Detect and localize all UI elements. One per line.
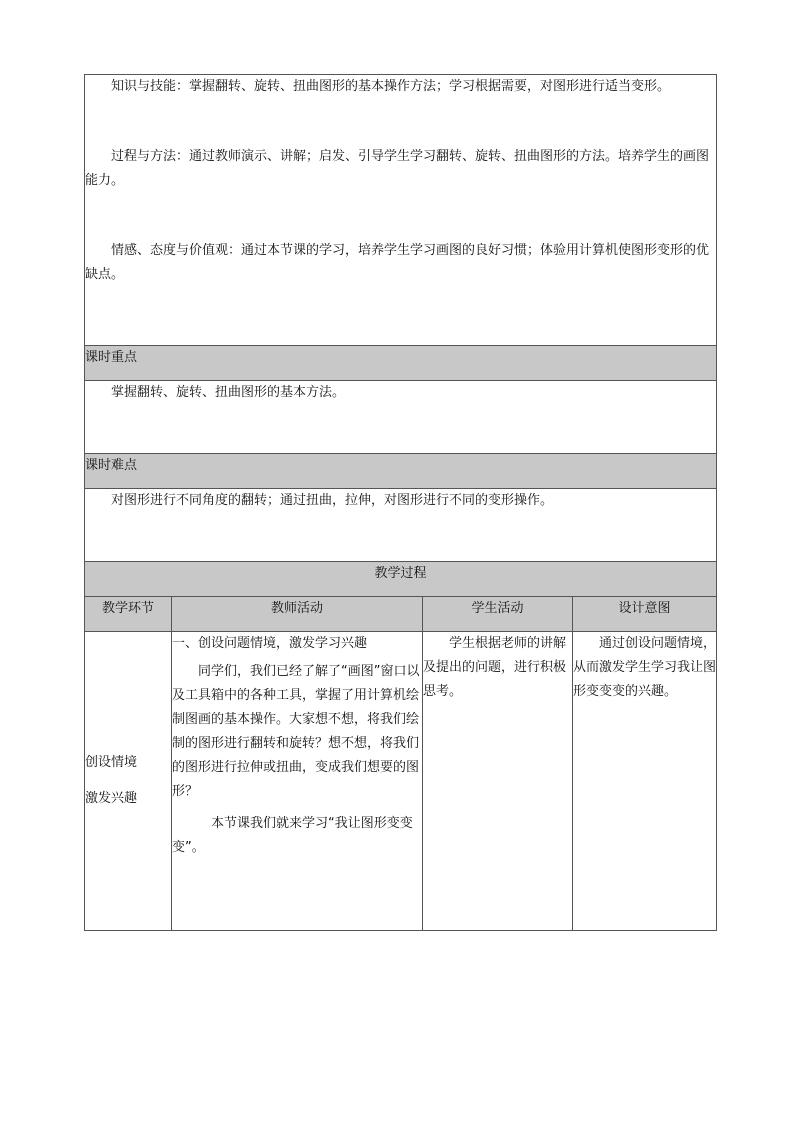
student-activity-text: 学生根据老师的讲解及提出的问题，进行积极思考。 [423,636,567,699]
teacher-activity-cell [172,632,423,931]
stage-line-1: 创设情境 [85,755,138,770]
objectives-cell [85,75,717,346]
student-activity-cell [423,632,573,931]
header-student: 学生活动 [423,597,573,632]
stage-cell [85,632,172,931]
process-content-row [85,632,717,931]
header-stage: 教学环节 [85,597,172,632]
difficult-point-content-row [85,489,717,562]
process-title: 教学过程 [85,562,717,597]
key-point-content-row [85,381,717,454]
design-intent-cell [573,632,717,931]
header-teacher: 教师活动 [172,597,423,632]
teacher-paragraph-2: 本节课我们就来学习“我让图形变变变”。 [172,816,413,855]
key-point-content-cell [85,381,717,454]
objective-process: 过程与方法：通过教师演示、讲解；启发、引导学生学习翻转、旋转、扭曲图形的方法。培养学生的画图能力。 [85,149,710,188]
difficult-point-content: 对图形进行不同角度的翻转；通过扭曲，拉伸，对图形进行不同的变形操作。 [111,493,554,508]
teacher-paragraph-1: 同学们，我们已经了解了“画图”窗口以及工具箱中的各种工具，掌握了用计算机绘制图画的基本操作。大家想不想，将我们绘制的图形进行翻转和旋转？想不想，将我们的图形进行拉伸或扭曲，变成我们想要的图形？ [172,664,420,799]
objective-attitude: 情感、态度与价值观：通过本节课的学习，培养学生学习画图的良好习惯；体验用计算机使图形变形的优缺点。 [85,243,710,282]
design-intent-text: 通过创设问题情境，从而激发学生学习我让图形变变变的兴趣。 [573,636,717,699]
teacher-heading: 一、创设问题情境，激发学习兴趣 [172,636,368,651]
header-intent: 设计意图 [573,597,717,632]
stage-line-2: 激发兴趣 [85,791,138,806]
objective-knowledge: 知识与技能：掌握翻转、旋转、扭曲图形的基本操作方法；学习根据需要，对图形进行适当变形。 [111,79,671,94]
difficult-point-label-row [85,454,717,489]
lesson-plan-table [84,74,717,931]
key-point-label: 课时重点 [85,346,717,381]
key-point-label-row [85,346,717,381]
difficult-point-content-cell [85,489,717,562]
difficult-point-label: 课时难点 [85,454,717,489]
process-header-row [85,597,717,632]
process-title-row [85,562,717,597]
objectives-row [85,75,717,346]
key-point-content: 掌握翻转、旋转、扭曲图形的基本方法。 [111,385,346,400]
